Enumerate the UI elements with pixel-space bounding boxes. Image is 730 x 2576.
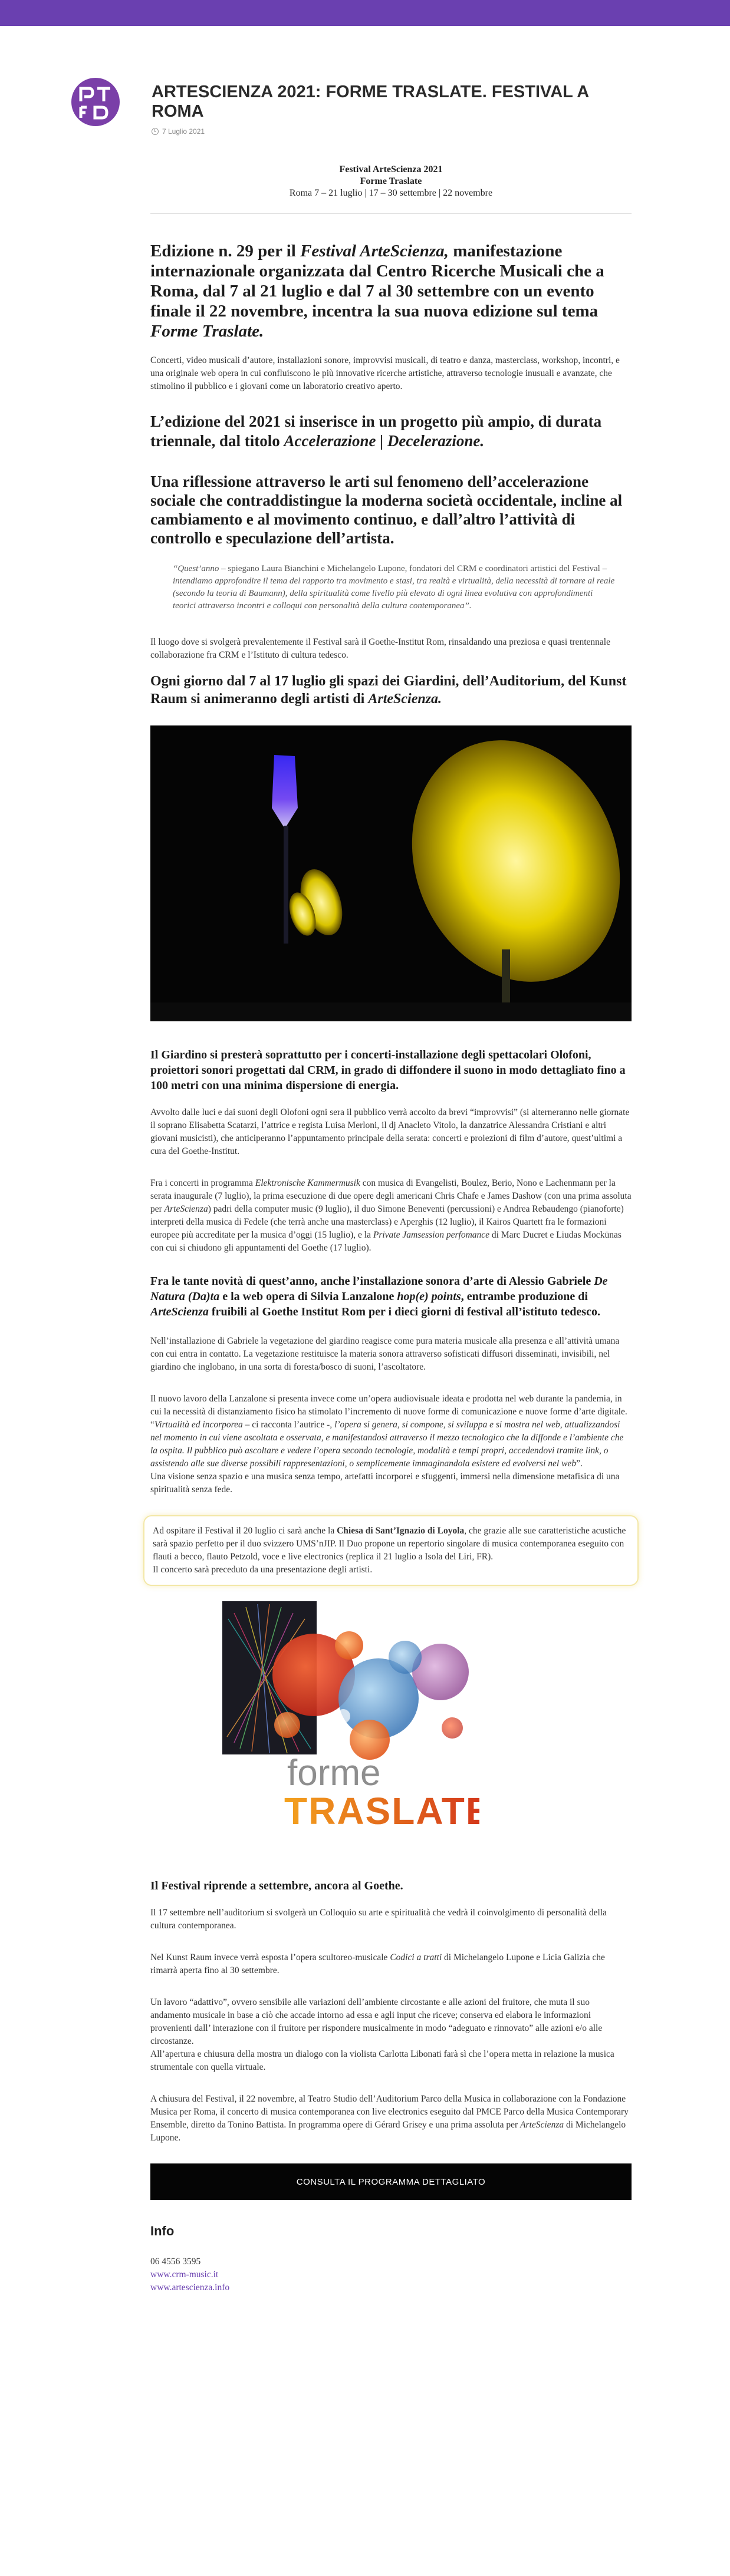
concerts-part: con musica di Evangelisti, Boulez, Berio, Nono e Lachenmann per la serata inaugurale (7 luglio), la prima esecuzione di due opere degli americani Chris Chafe e James Dashow (con una prima assoluta per — [150, 1178, 632, 1214]
closing-part: A chiusura del Festival, il 22 novembre, al Teatro Studio dell’Auditorium Parco della Musica in collaborazione con la Fondazione Musica per Roma, il concerto di musica contemporanea con live electronics eseguito dal PMCE Parco della Musica Contemporary Ensemble, diretto da Tonino Battista. In programma opere di Gérard Grisey e una prima assoluta per — [150, 2094, 629, 2130]
title-box — [152, 78, 600, 136]
concerts-italic: Private Jamsession perfomance — [373, 1230, 490, 1240]
web-opera-part: – ci racconta l’autrice -, — [242, 1420, 335, 1430]
poster-word-1: forme — [287, 1753, 381, 1793]
web-opera-italic: l’opera si genera, si compone, si sviluppa e si mostra nel web, attualizzandosi nel momento in cui viene ascoltata e osservata, e manifestandosi attraverso il mezzo tecnologico che la diffonde e l’ambiente che la ospita. Il pubblico può ascoltare e vedere l’opera secondo tecnologie, modalità e tempi propri, accedendovi tramite link, o assistendo alle sue diverse possibili rappresentazioni, o semplicemente immaginandola esistere ed evolversi nel web — [150, 1420, 624, 1469]
festival-theme: Forme Traslate — [360, 176, 422, 186]
logo-mark-icon — [71, 78, 120, 126]
novelties-italic: ArteScienza — [150, 1305, 209, 1318]
novelties-part: Fra le tante novità di quest’anno, anche l’installazione sonora d’arte di Alessio Gabriele — [150, 1275, 594, 1288]
novelties-part: e la web opera di Silvia Lanzalone — [219, 1290, 397, 1303]
callout-part: , che grazie alle sue caratteristiche acustiche sarà spazio perfetto per il duo svizzero UMS’nJIP. Il Duo propone un repertorio singolare di musica contemporanea eseguito con flauti a becco, flauto Petzold, voce e live electronics (replica il 21 luglio a Isola del Liri, FR). — [153, 1526, 626, 1562]
gardens-heading-italic: ArteScienza. — [368, 691, 442, 707]
adaptive-part: Un lavoro “adattivo”, ovvero sensibile alle variazioni dell’ambiente circostante e alle azioni del fruitore, che muta il suo andamento musicale in base a ciò che accade intorno ad essa e agli input che riceve; conserva ed elabora le informazioni provenienti dall’ interazione con il fruitore per rispondere musicalmente in modo “adeguato e rinnovato” alle azioni e/o alle circostanze. — [150, 1997, 603, 2046]
colloquium-paragraph: Il 17 settembre nell’auditorium si svolgerà un Colloquio su arte e spiritualità che vedrà il coinvolgimento di personalità della cultura contemporanea. — [150, 1908, 607, 1931]
concerts-part: di Marc Ducret e Liudas Mockūnas con cui si chiudono gli appuntamenti del Goethe (17 luglio). — [150, 1230, 622, 1253]
olofoni-photo — [150, 725, 632, 1021]
intro-heading — [150, 241, 632, 341]
article-date — [152, 127, 600, 136]
adaptive-paragraph — [150, 1996, 632, 2074]
september-heading: Il Festival riprende a settembre, ancora al Goethe. — [150, 1879, 403, 1892]
intro-heading-italic: Festival ArteScienza, — [300, 242, 449, 260]
web-opera-part: ”. — [576, 1459, 583, 1469]
divider — [150, 213, 632, 214]
intro-heading-italic: Forme Traslate. — [150, 322, 264, 341]
article-content — [150, 164, 632, 2294]
callout-part: Ad ospitare il Festival il 20 luglio ci sarà anche la — [153, 1526, 337, 1536]
church-callout — [143, 1515, 639, 1586]
gardens-heading — [150, 672, 632, 708]
date-text: 7 Luglio 2021 — [162, 127, 205, 136]
web-opera-italic: Virtualità ed incorporea — [154, 1420, 243, 1430]
novelties-part: fruibili al Goethe Institut Rom per i dieci giorni di festival all’istituto tedesco. — [208, 1305, 600, 1318]
article-title: ARTESCIENZA 2021: FORME TRASLATE. FESTIVAL A ROMA — [152, 83, 589, 121]
program-button[interactable]: CONSULTA IL PROGRAMMA DETTAGLIATO — [150, 2163, 632, 2200]
project-heading — [150, 412, 632, 451]
olofoni-heading: Il Giardino si presterà soprattutto per i concerti-installazione degli spettacolari Olofoni, proiettori sonori progettati dal CRM, in grado di diffondere il suono in modo dettagliato fino a 100 metri con una minima dispersione di energia. — [150, 1048, 626, 1092]
article-header — [70, 26, 660, 136]
festival-summary — [150, 164, 632, 199]
closing-paragraph — [150, 2093, 632, 2145]
festival-name: Festival ArteScienza 2021 — [339, 164, 443, 174]
info-heading: Info — [150, 2224, 175, 2238]
olofoni-paragraph: Avvolto dalle luci e dai suoni degli Olofoni ogni sera il pubblico verrà accolto da brevi “improvvisi” (si alterneranno nelle giornate il soprano Elisabetta Scatarzi, l’attrice e regista Luisa Merloni, il dj Anacleto Vitolo, la danzatrice Alessandra Cristiani e altri giovani musicisti), che anticiperanno l’appuntamento principale della serata: concerti e proiezioni di film d’autore, quest’ultimi a cura del Goethe-Institut. — [150, 1107, 630, 1156]
novelties-part: , entrambe produzione di — [461, 1290, 588, 1303]
kunstraum-italic: Codici a tratti — [390, 1952, 442, 1962]
forme-traslate-poster — [199, 1601, 479, 1852]
top-bar — [0, 0, 730, 26]
installation-paragraph: Nell’installazione di Gabriele la vegetazione del giardino reagisce come pura materia musicale alla presenza e all’attività umana con cui entra in contatto. La vegetazione restituisce la materia sonora attraverso sofisticati diffusori disseminati, invisibili, nel giardino che inglobano, in una sorta di foresta/bosco di suoni, l’ascoltatore. — [150, 1336, 620, 1372]
intro-paragraph: Concerti, video musicali d’autore, installazioni sonore, improvvisi musicali, di teatro e danza, masterclass, workshop, incontri, e una originale web opera in cui confluiscono le più innovative ricerche artistiche, attraverso tecnologie inusuali e avanzate, che stimolino il pubblico e i giovani come un laboratorio creativo aperto. — [150, 355, 620, 391]
novelties-heading — [150, 1274, 632, 1320]
concerts-part: Fra i concerti in programma — [150, 1178, 255, 1188]
intro-heading-part: manifestazione internazionale organizzata dal Centro Ricerche Musicali che a Roma, dal 7 al 21 luglio e dal 7 al 30 settembre con un evento finale il 22 novembre, incentra la sua nuova edizione sul tema — [150, 242, 604, 321]
intro-heading-part: Edizione n. 29 per il — [150, 242, 301, 260]
web-opera-part: Il nuovo lavoro della Lanzalone si presenta invece come un’opera audiovisuale ideata e prodotta nel web durante la pandemia, in cui la necessità di distanziamento fisico ha stimolato l’incremento di nuove forme di comunicazione e nuove forme d’arte digitale. “ — [150, 1394, 627, 1430]
festival-dates: Roma 7 – 21 luglio | 17 – 30 settembre | 22 novembre — [289, 188, 493, 198]
kunstraum-part: di Michelangelo Lupone e Licia Galizia che rimarrà aperta fino al 30 settembre. — [150, 1952, 605, 1975]
callout-part: Il concerto sarà preceduto da una presentazione degli artisti. — [153, 1565, 373, 1575]
novelties-italic: hop(e) points — [397, 1290, 461, 1303]
concerts-italic: ArteScienza — [164, 1204, 208, 1214]
closing-italic: ArteScienza — [520, 2120, 564, 2130]
project-heading-part: L’edizione del 2021 si inserisce in un progetto più ampio, di durata triennale, dal titolo — [150, 413, 602, 450]
quote-part: ”. — [464, 601, 472, 611]
church-name: Chiesa di Sant’Ignazio di Loyola — [337, 1526, 465, 1536]
novelties-italic: De Natura (Da)ta — [150, 1275, 608, 1303]
artescienza-logo[interactable] — [71, 78, 120, 126]
concerts-part: ) padri della computer music (9 luglio), il duo Simone Beneventi (percussioni) e Andrea Rebaudengo (pianoforte) interpreti della musica di Fedele (che terrà anche una masterclass) e Aperghis (12 luglio), il Kairos Quartett fra le formazioni europee più accreditate per la musica d’oggi (15 luglio), e la — [150, 1204, 624, 1240]
kunstraum-paragraph — [150, 1951, 632, 1977]
info-phone: 06 4556 3595 — [150, 2257, 201, 2267]
adaptive-part: All’apertura e chiusura della mostra un dialogo con la violista Carlotta Libonati farà sì che l’opera metta in relazione la musica strumentale con quella virtuale. — [150, 2049, 614, 2072]
clock-icon — [152, 128, 159, 135]
olofoni-image — [150, 725, 632, 1021]
artescienza-link[interactable]: www.artescienza.info — [150, 2283, 230, 2293]
quote-part: – spiegano Laura Bianchini e Michelangelo Lupone, fondatori del CRM e coordinatori artistici del Festival – — [219, 564, 607, 573]
concerts-italic: Elektronische Kammermusik — [255, 1178, 360, 1188]
poster-image — [199, 1601, 479, 1852]
founders-quote — [173, 563, 617, 612]
quote-part: “Quest’anno — [173, 564, 219, 573]
web-opera-paragraph — [150, 1393, 632, 1496]
concerts-paragraph — [150, 1177, 632, 1255]
project-heading-italic: Accelerazione | Decelerazione. — [284, 432, 485, 450]
poster-word-2: TRASLATE — [284, 1790, 479, 1832]
gardens-heading-part: Ogni giorno dal 7 al 17 luglio gli spazi dei Giardini, dell’Auditorium, del Kunst Raum si animeranno degli artisti di — [150, 674, 627, 707]
page — [70, 26, 660, 2294]
crm-music-link[interactable]: www.crm-music.it — [150, 2270, 219, 2280]
kunstraum-part: Nel Kunst Raum invece verrà esposta l’opera scultoreo-musicale — [150, 1952, 390, 1962]
reflection-heading: Una riflessione attraverso le arti sul fenomeno dell’accelerazione sociale che contraddistingue la moderna società occidentale, incline al cambiamento e al movimento continuo, e dall’altro l’attività di controllo e speculazione dell’artista. — [150, 473, 623, 547]
quote-part: intendiamo approfondire il tema del rapporto tra movimento e stasi, tra realtà e virtualità, della necessità di tornare al reale (secondo la teoria di Baumann), della spiritualità come livello più elevato di ogni linea evolutiva con approfondimenti teorici attraverso incontri e colloqui con personalità della cultura contemporanea — [173, 576, 615, 611]
web-opera-part: Una visione senza spazio e una musica senza tempo, artefatti incorporei e sfuggenti, immersi nella dimensione metafisica di una spiritualità senza fede. — [150, 1472, 620, 1495]
closing-part: di Michelangelo Lupone. — [150, 2120, 626, 2143]
goethe-paragraph: Il luogo dove si svolgerà prevalentemente il Festival sarà il Goethe-Institut Rom, rinsaldando una preziosa e quasi trentennale collaborazione fra CRM e l’Istituto di cultura tedesco. — [150, 637, 610, 660]
